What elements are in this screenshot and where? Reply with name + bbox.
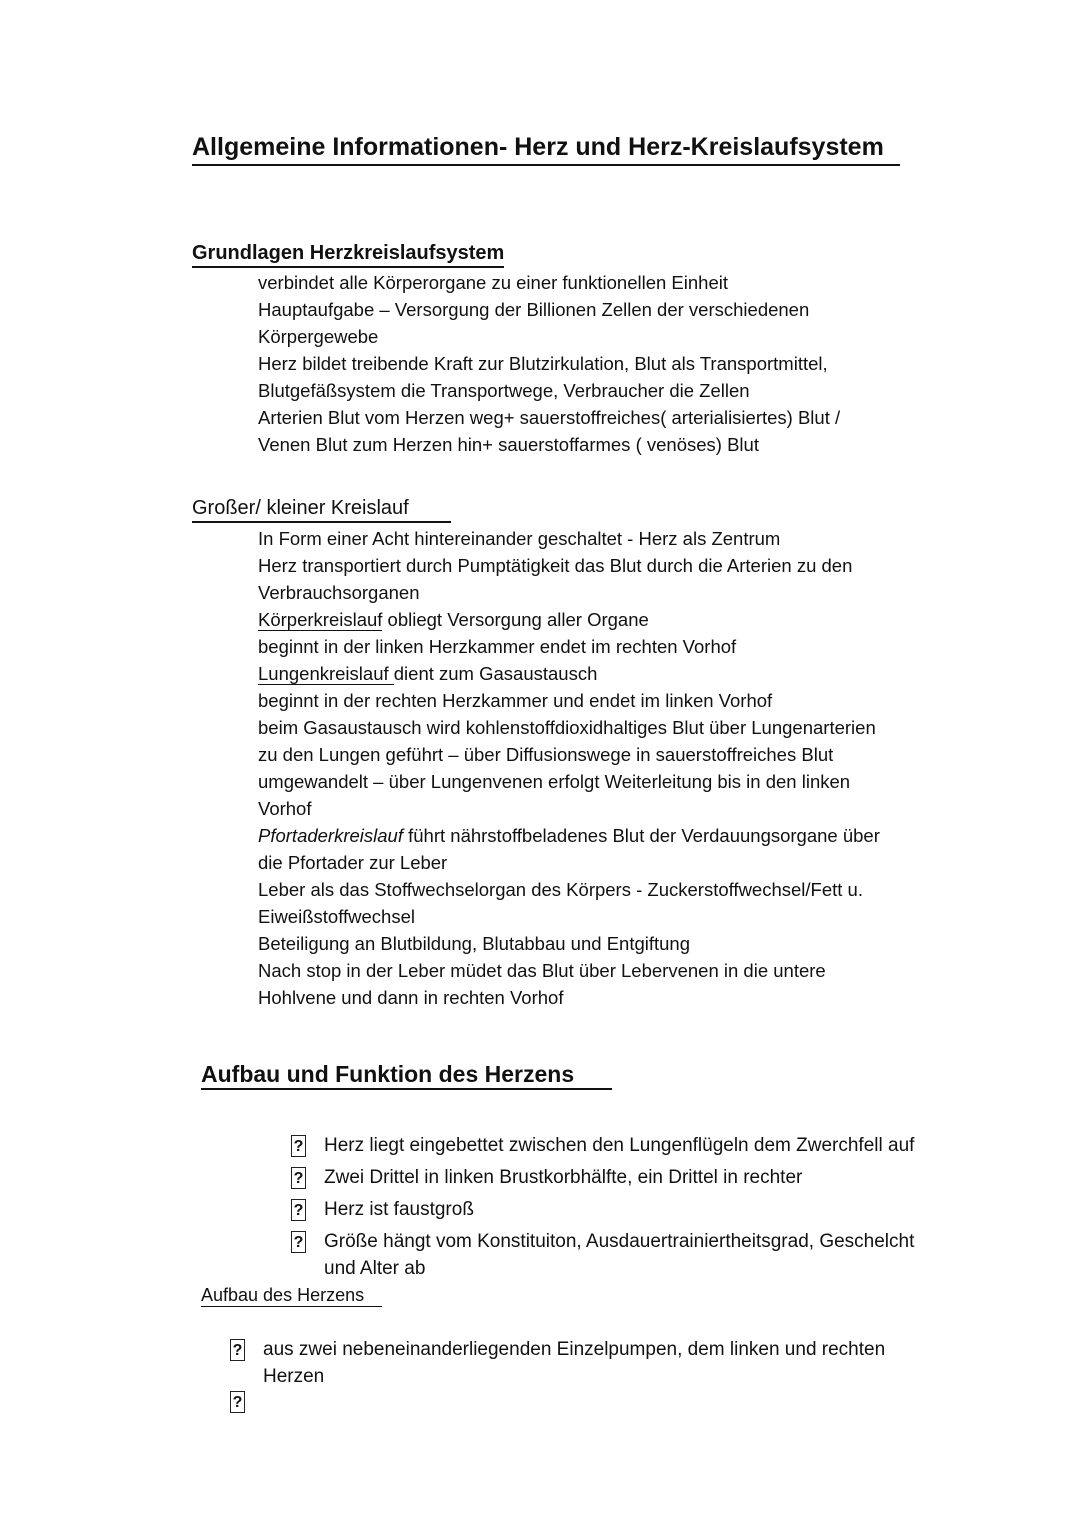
page-title: Allgemeine Informationen- Herz und Herz-Kreislaufsystem bbox=[192, 132, 900, 166]
bullet-text: Zwei Drittel in linken Brustkorbhälfte, ein Drittel in rechter bbox=[324, 1167, 803, 1188]
bullet-text: Herz ist faustgroß bbox=[324, 1199, 474, 1220]
text-line: die Pfortader zur Leber bbox=[258, 852, 448, 873]
text-line: zu den Lungen geführt – über Diffusionswege in sauerstoffreiches Blut bbox=[258, 744, 834, 765]
term-rest: dient zum Gasaustausch bbox=[393, 663, 598, 684]
term-rest: obliegt Versorgung aller Organe bbox=[382, 609, 649, 630]
term-koerperkreislauf: Körperkreislauf bbox=[258, 609, 383, 630]
text-line: Beteiligung an Blutbildung, Blutabbau und Entgiftung bbox=[258, 933, 691, 954]
text-line: Eiweißstoffwechsel bbox=[258, 906, 415, 927]
section-heading-kreislauf: Großer/ kleiner Kreislauf bbox=[192, 495, 451, 523]
section-heading-aufbau-herzens: Aufbau des Herzens bbox=[201, 1284, 382, 1307]
question-box-icon: ? bbox=[230, 1339, 245, 1361]
text-line: Herz bildet treibende Kraft zur Blutzirkulation, Blut als Transportmittel, bbox=[258, 353, 828, 374]
question-box-icon: ? bbox=[291, 1199, 306, 1221]
text-line: beginnt in der linken Herzkammer endet im rechten Vorhof bbox=[258, 636, 737, 657]
bullet-text: Herz liegt eingebettet zwischen den Lungenflügeln dem Zwerchfell auf bbox=[324, 1135, 915, 1156]
term-lungenkreislauf: Lungenkreislauf bbox=[258, 663, 394, 684]
text-line: verbindet alle Körperorgane zu einer funktionellen Einheit bbox=[258, 272, 728, 293]
text-line: Arterien Blut vom Herzen weg+ sauerstoffreiches( arterialisiertes) Blut / bbox=[258, 407, 841, 428]
text-line: Nach stop in der Leber müdet das Blut über Lebervenen in die untere bbox=[258, 960, 826, 981]
text-line: Blutgefäßsystem die Transportwege, Verbraucher die Zellen bbox=[258, 380, 750, 401]
text-line: In Form einer Acht hintereinander geschaltet - Herz als Zentrum bbox=[258, 528, 781, 549]
text-line: umgewandelt – über Lungenvenen erfolgt Weiterleitung bis in den linken bbox=[258, 771, 851, 792]
bullet-text: aus zwei nebeneinanderliegenden Einzelpumpen, dem linken und rechten bbox=[263, 1339, 886, 1360]
section-heading-aufbau-funktion: Aufbau und Funktion des Herzens bbox=[201, 1060, 612, 1090]
text-line-koerperkreislauf bbox=[258, 606, 880, 633]
text-line: Verbrauchsorganen bbox=[258, 582, 420, 603]
term-pfortaderkreislauf: Pfortaderkreislauf bbox=[258, 825, 403, 846]
section-body-kreislauf bbox=[258, 525, 880, 1011]
text-line: Hauptaufgabe – Versorgung der Billionen Zellen der verschiedenen bbox=[258, 299, 810, 320]
question-box-icon: ? bbox=[291, 1167, 306, 1189]
text-line: Leber als das Stoffwechselorgan des Körpers - Zuckerstoffwechsel/Fett u. bbox=[258, 879, 863, 900]
text-line: Körpergewebe bbox=[258, 326, 379, 347]
text-line-lungenkreislauf bbox=[258, 660, 880, 687]
term-rest: führt nährstoffbeladenes Blut der Verdauungsorgane über bbox=[402, 825, 880, 846]
bullet-text: und Alter ab bbox=[324, 1258, 426, 1279]
text-line-pfortaderkreislauf bbox=[258, 822, 880, 849]
bullet-text: Größe hängt vom Konstituiton, Ausdauertrainiertheitsgrad, Geschelcht bbox=[324, 1231, 915, 1252]
question-box-icon: ? bbox=[291, 1231, 306, 1253]
text-line: Vorhof bbox=[258, 798, 312, 819]
bullet-text: Herzen bbox=[263, 1366, 325, 1387]
text-line: Hohlvene und dann in rechten Vorhof bbox=[258, 987, 564, 1008]
text-line: Herz transportiert durch Pumptätigkeit das Blut durch die Arterien zu den bbox=[258, 555, 853, 576]
question-box-icon: ? bbox=[230, 1391, 245, 1413]
text-line: Venen Blut zum Herzen hin+ sauerstoffarmes ( venöses) Blut bbox=[258, 434, 759, 455]
section-heading-grundlagen: Grundlagen Herzkreislaufsystem bbox=[192, 240, 504, 268]
question-box-icon: ? bbox=[291, 1135, 306, 1157]
section-body-grundlagen bbox=[258, 269, 840, 458]
text-line: beim Gasaustausch wird kohlenstoffdioxidhaltiges Blut über Lungenarterien bbox=[258, 717, 876, 738]
text-line: beginnt in der rechten Herzkammer und endet im linken Vorhof bbox=[258, 690, 773, 711]
